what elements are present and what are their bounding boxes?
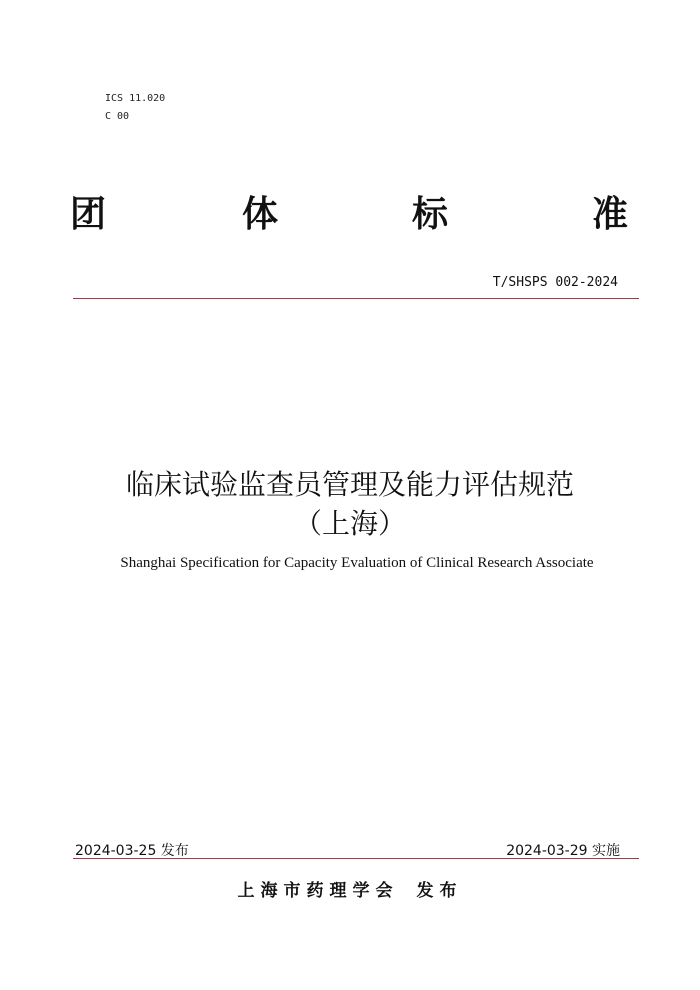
standard-number: T/SHSPS 002-2024 — [492, 275, 618, 290]
title-chinese: 临床试验监查员管理及能力评估规范 — [125, 468, 574, 501]
implement-date: 2024-03-29 实施 — [506, 843, 620, 859]
classification-codes — [105, 90, 165, 126]
standard-type-char: 团 — [70, 194, 107, 235]
standard-type-heading — [70, 192, 632, 238]
standard-type-char: 准 — [592, 194, 629, 235]
ics-code: ICS 11.020 — [105, 93, 166, 104]
publisher-action: 发布 — [416, 881, 463, 901]
publisher-name: 上海市药理学会 — [237, 881, 399, 901]
standard-type-char: 标 — [412, 194, 449, 235]
bottom-divider — [73, 858, 639, 859]
top-divider — [73, 298, 639, 299]
issue-date: 2024-03-25 发布 — [75, 843, 189, 859]
title-chinese-region: （上海） — [293, 507, 406, 540]
title-english: Shanghai Specification for Capacity Evaluation of Clinical Research Associate — [120, 555, 594, 571]
ccs-code: C 00 — [105, 111, 130, 122]
publisher-line — [0, 876, 700, 901]
standard-type-char: 体 — [242, 194, 279, 235]
